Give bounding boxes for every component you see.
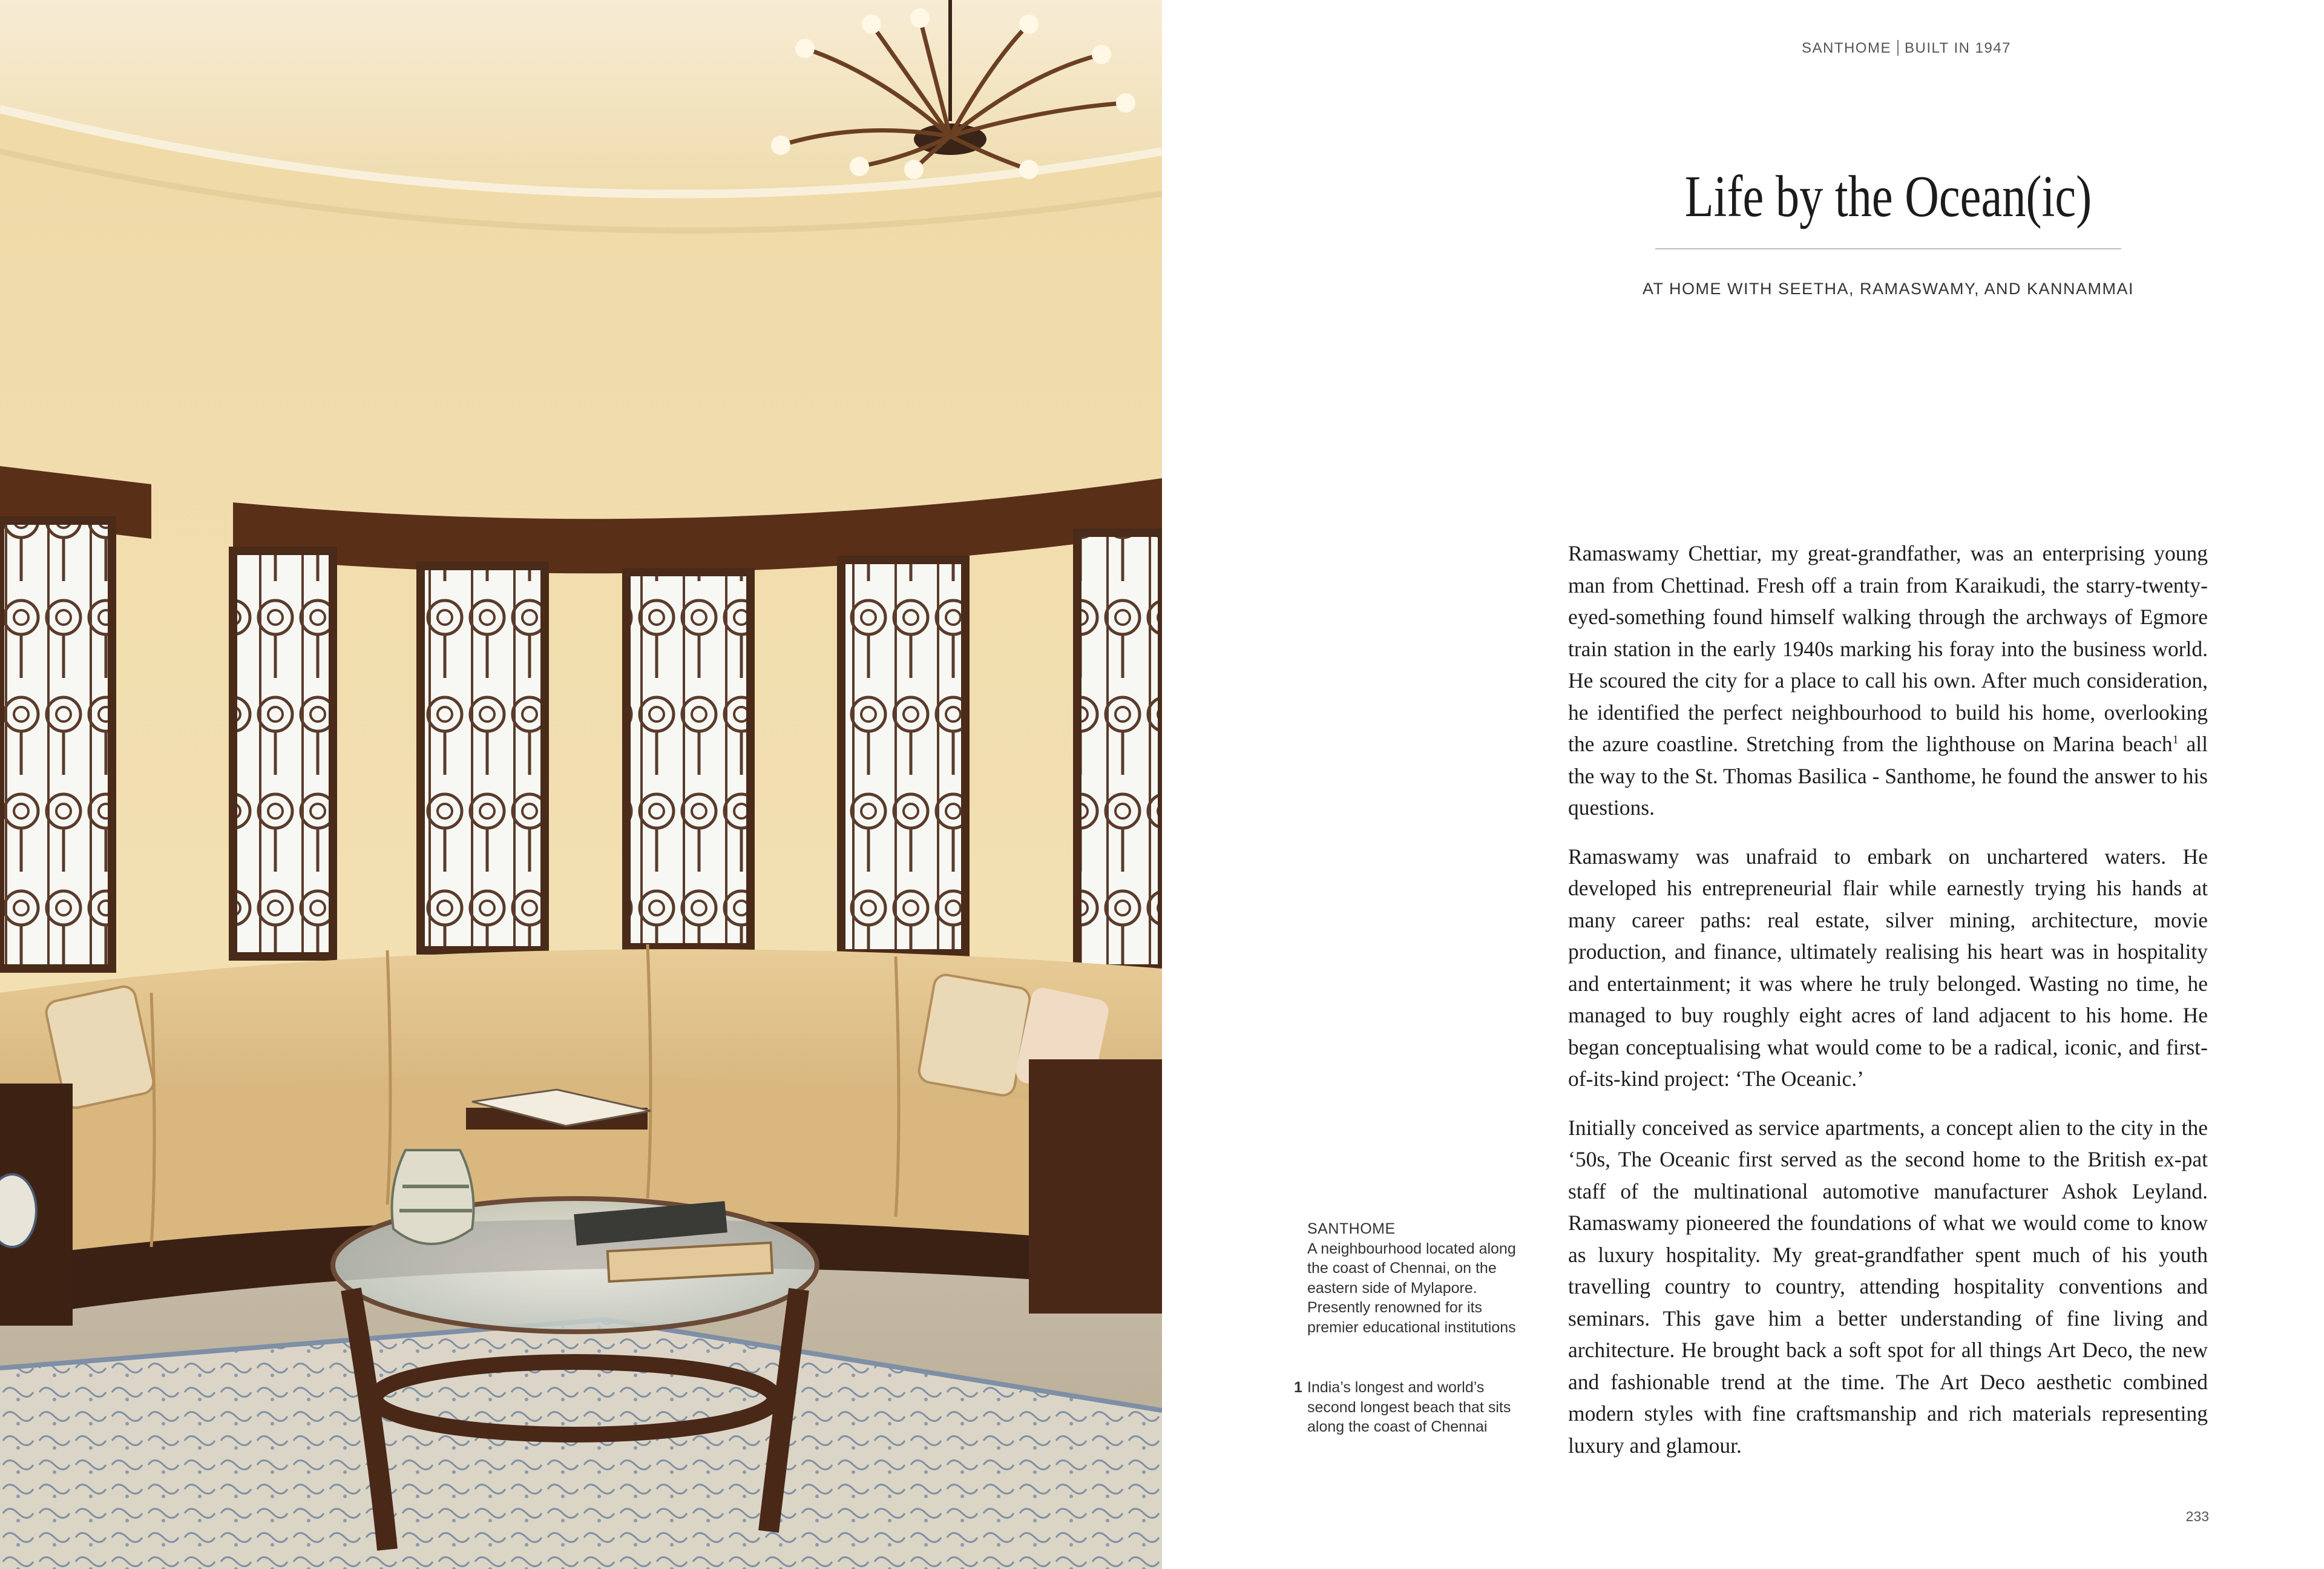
sidenote [1307,1219,1525,1337]
header-divider [1897,40,1899,56]
header-location: SANTHOME [1801,40,1891,56]
paragraph-3: Initially conceived as service apartments, a concept alien to the city in the ‘50s, The Oceanic first served as the second home to the British ex-pat staff of the multinational automotive manufacturer Ashok Leyland. Ramaswamy pioneered the foundations of what we would come to know as luxury hospitality. My great-grandfather spent much of his youth travelling country to country, attending hospitality conventions and seminars. This gave him a better understanding of fine living and architecture. He brought back a soft spot for all things Art Deco, the new and fashionable trend at the time. The Art Deco aesthetic combined modern styles with fine craftsmanship and rich materials representing luxury and glamour. [1568,1115,2208,1458]
footnote-ref: 1 [2172,733,2179,747]
running-header [1634,40,2179,57]
title-rule [1655,248,2121,249]
paragraph-1-text-cont: all the way to the St. Thomas Basilica - Santhome, he found the answer to his questions. [1568,732,2208,820]
article-body [1568,538,2208,1478]
page-title: Life by the Ocean(ic) [1684,164,2092,229]
footnote-text: India’s longest and world’s second longest beach that sits along the coast of Chennai [1307,1379,1511,1435]
header-year: BUILT IN 1947 [1904,40,2012,56]
footnote [1294,1378,1524,1437]
page-subtitle: AT HOME WITH SEETHA, RAMASWAMY, AND KANNAMMAI [1642,280,2135,298]
page-number: 233 [2185,1508,2209,1524]
paragraph-1 [1568,538,2208,824]
footnote-number: 1 [1294,1379,1302,1396]
paragraph-2: Ramaswamy was unafraid to embark on unchartered waters. He developed his entrepreneurial flair while earnestly trying his hands at many career paths: real estate, silver mining, architecture, movie production, and finance, ultimately realising his heart was in hospitality and entertainment; it was where he truly belonged. Wasting no time, he managed to buy roughly eight acres of land adjacent to his home. He began conceptualising what would come to be a radical, iconic, and first-of-its-kind project: ‘The Oceanic.’ [1568,844,2208,1091]
paragraph-1-text: Ramaswamy Chettiar, my great-grandfather, was an enterprising young man from Chettinad. Fresh off a train from Karaikudi, the starry-twenty-eyed-something found himself walking through the archways of Egmore train station in the early 1940s marking his foray into the business world. He scoured the city for a place to call his own. After much consideration, he identified the perfect neighbourhood to build his home, overlooking the azure coastline. Stretching from the lighthouse on Marina beach [1568,541,2208,756]
sidenote-heading: SANTHOME [1307,1220,1396,1237]
sidenote-text: A neighbourhood located along the coast of Chennai, on the eastern side of Mylapore. Presently renowned for its premier educational institutions [1307,1240,1516,1336]
